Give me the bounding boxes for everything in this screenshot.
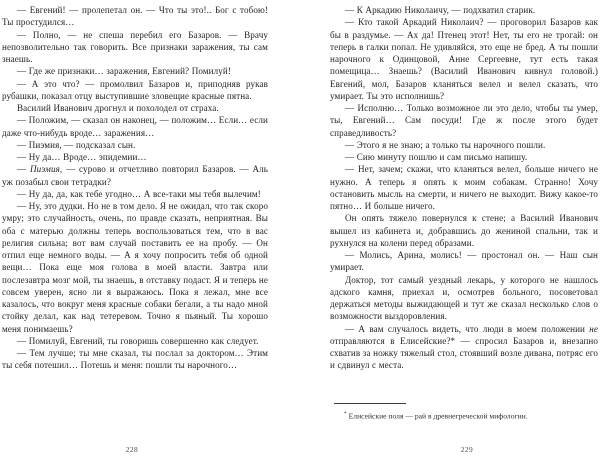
paragraph: — К Аркадию Николаичу, — подхватил старик. — [345, 5, 536, 15]
paragraph: — Пиэмия, — подсказал сын. — [17, 139, 136, 150]
page-right — [300, 0, 600, 466]
paragraph: — Нет, зачем; скажи, что кланяться велел, больше ничего не нужно. А теперь я опять к моим собакам. Странно! Хочу остановить мысль на смерти, и ничего не выходит. Вижу какое-то пятно… И больше ничего. — [330, 164, 598, 211]
paragraph: — Ну да… Вроде… эпидемии… — [17, 152, 147, 162]
paragraph: — Ну, это дудки. Но не в том дело. Я не ожидал, что так скоро умру; это случайность, очень, по правде сказать, неприятная. Вы оба с матерью должны теперь воспользоваться тем, что в вас религия сильна; вот вам случай поставить ее на пробу. — Он отпил еще немного воды. — А я хочу попросить тебя об одной вещи… Пока еще моя голова в моей власти. Завтра или послезавтра мозг мой, ты знаешь, в отставку подаст. Я и теперь не совсем уверен, ясно ли я выражаюсь. Пока я лежал, мне все казалось, что вокруг меня красные собаки бегали, а ты надо мной стойку делал, как над тетеревом. Точно я пьяный. Ты хорошо меня понимаешь? — [2, 201, 268, 334]
paragraph: — Молись, Арина, молись! — простонал он. — Наш сын умирает. — [330, 250, 598, 273]
emphasised-term: не — [589, 323, 598, 334]
paragraph: — Полно, — не спеша перебил его Базаров. — Врачу непозволительно так говорить. Все признаки заражения, ты сам знаешь. — [2, 29, 268, 64]
paragraph: Он опять тяжело повернулся к стене; а Василий Иванович вышел из кабинета и, добравшись до жениной спальни, так и рухнулся на колени перед образами. — [330, 213, 598, 248]
paragraph-with-italic: — А вам случалось видеть, что люди в моем положении не отправляются в Елисейские?* — спросил Базаров и, внезапно схватив за ножку тяжелый стол, стоявший возле дивана, потряс его и сдвинул с места. — [330, 323, 598, 371]
emphasised-term: Пиэмия — [30, 164, 60, 175]
paragraph: — Евгений! — пролепетал он. — Что ты это!.. Бог с тобою! Ты простудился… — [2, 5, 268, 28]
paragraph: — Кто такой Аркадий Николаич? — проговорил Базаров как бы в раздумье. — Ах да! Птенец этот! Нет, ты его не трогай: он теперь в галки попал. Не удивляйся, это еще не бред. А ты пошли нарочного к Одинцовой, Анне Сергеевне, тут есть такая помещица… Знаешь? (Василий Иванович кивнул головой.) Евгений, мол, Базаров кланяться велел и велел сказать, что умирает. Ты это исполнишь? — [330, 17, 598, 101]
footnote-text: Елисейские поля — рай в древнегреческой мифологии. — [348, 412, 528, 421]
paragraph-with-italic: — Пиэмия, — сурово и отчетливо повторил Базаров. — Аль уж позабыл свои тетрадки? — [2, 164, 268, 187]
paragraph: — Помилуй, Евгений, ты говоришь совершенно как следует. — [17, 335, 259, 346]
footnote-marker: * — [344, 411, 347, 418]
paragraph: — Исполню… Только возможное ли это дело, чтобы ты умер, ты, Евгений… Сам посуди! Где ж после этого будет справедливость? — [330, 103, 598, 138]
paragraph: — Тем лучше; ты мне сказал, ты послал за доктором… Этим ты себя потешил… Потешь и меня: пошли ты нарочного… — [2, 348, 268, 371]
footnote — [330, 409, 598, 422]
paragraph: — А это что? — промолвил Базаров и, приподняв рукав рубашки, показал отцу выступившие зловещие красные пятна. — [2, 78, 268, 101]
right-page-text-body — [330, 4, 598, 372]
paragraph: — Где же признаки… заражения, Евгений? Помилуй! — [17, 66, 231, 77]
paragraph: — Ну да, да, как тебе угодно… А все-таки мы тебя вылечим! — [17, 188, 261, 199]
paragraph: Доктор, тот самый уездный лекарь, у которого не нашлось адского камня, приехал и, осмотрев больного, посоветовал держаться методы выжидающей и тут же сказал несколько слов о возможности выздоровления. — [330, 274, 598, 322]
left-page-text-body — [2, 4, 268, 372]
paragraph: Василий Иванович дрогнул и похолодел от страха. — [17, 103, 219, 113]
paragraph: — Сию минуту пошлю и сам письмо напишу. — [345, 152, 528, 162]
footnote-separator-rule — [334, 403, 406, 404]
paragraph: — Положим, — сказал он наконец, — положим… Если… если даже что-нибудь вроде… заражения… — [2, 115, 268, 138]
page-number-left: 228 — [125, 445, 139, 454]
paragraph: — Этого я не знаю; а только ты нарочного пошли. — [345, 139, 546, 150]
footnote-zone — [330, 403, 598, 422]
page-number-right: 229 — [460, 445, 474, 454]
